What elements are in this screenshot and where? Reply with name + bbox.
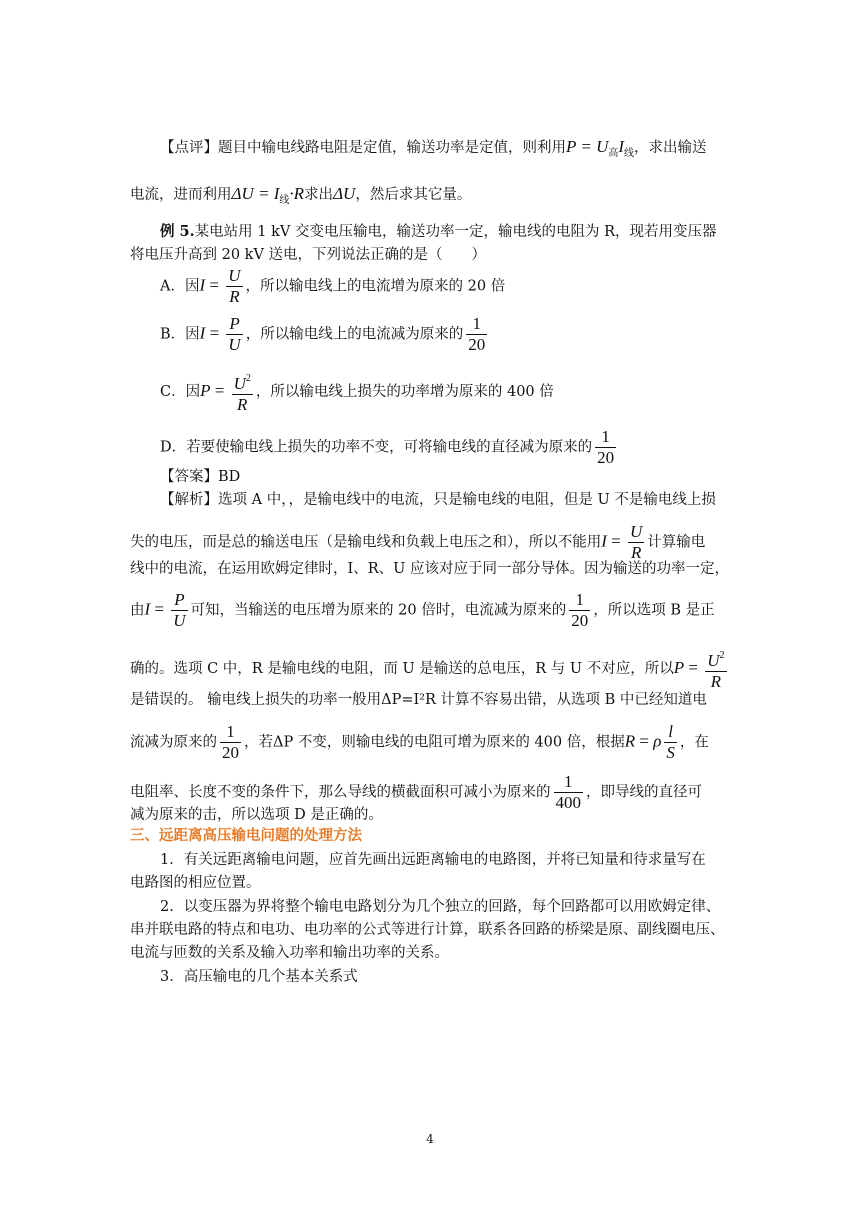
option-a: A．因I = $\frac{U}{R}$ ，所以输电线上的电流增为原来的 20 倍 [160, 266, 506, 306]
review-text: 【点评】题目中输电线路电阻是定值，输送功率是定值，则利用 [160, 140, 566, 156]
fraction-1-over-400: $\frac{1}{400}$ [555, 772, 581, 812]
section-item-1-cont: 电路图的相应位置。 [130, 875, 261, 891]
formula-delta-u-2: ΔU [333, 184, 356, 203]
fraction-p-over-u: $\frac{P}{U}$ [228, 314, 241, 354]
review-line-1: 【点评】题目中输电线路电阻是定值，输送功率是定值，则利用$P = U_高I_线$，求出输送 [160, 137, 707, 159]
fraction-u-over-r: $\frac{U}{R}$ [228, 266, 241, 306]
fraction-1-over-20: $\frac{1}{20}$ [571, 590, 589, 630]
section-item-3: 3．高压输电的几个基本关系式 [160, 969, 358, 985]
formula-delta-u: $\Delta U = I_线\cdot R$ [231, 184, 305, 206]
analysis-line-7: 流减为原来的 $\frac{1}{20}$ ，若ΔP 不变，则输电线的电阻可增为原来的 400 倍，根据R = ρ $\frac{l}{S}$ ，在 [130, 722, 709, 762]
analysis-line-6: 是错误的。 输电线上损失的功率一般用ΔP=I²R 计算不容易出错，从选项 B 中已经知道电 [130, 692, 707, 708]
section-item-2-cont-1: 串并联电路的特点和电功、电功率的公式等进行计算，联系各回路的桥梁是原、副线圈电压、 [130, 922, 725, 938]
analysis-line-8: 电阻率、长度不变的条件下，那么导线的横截面积可减小为原来的 $\frac{1}{400}$ ，即导线的直径可 [130, 772, 702, 812]
fraction-1-over-20: $\frac{1}{20}$ [468, 314, 486, 354]
fraction-1-over-20: $\frac{1}{20}$ [222, 722, 239, 762]
analysis-line-5: 确的。选项 C 中，R 是输电线的电阻，而 U 是输送的总电压，R 与 U 不对应，所以P = $\frac{U^2}{R}$ [130, 646, 730, 692]
section-item-2-cont-2: 电流与匝数的关系及输入功率和输出功率的关系。 [130, 945, 449, 961]
fraction-1-over-20: $\frac{1}{20}$ [597, 427, 615, 467]
fraction-u-over-r: $\frac{U}{R}$ [630, 522, 643, 562]
formula-p-uhigh-iline: $P = U_高I_线$ [566, 137, 635, 159]
answer: 【答案】BD [160, 469, 241, 485]
fraction-u2-over-r: $\frac{U^2}{R}$ [705, 646, 726, 692]
fraction-l-over-s: $\frac{l}{S}$ [666, 722, 675, 762]
page-number: 4 [426, 1132, 434, 1146]
analysis-line-9: 减为原来的击，所以选项 D 是正确的。 [130, 807, 383, 823]
example-label: 例 5. [160, 223, 195, 240]
example-stem-1: 例 5.某电站用 1 kV 交变电压输电，输送功率一定，输电线的电阻为 R，现若用变压器 [160, 223, 717, 240]
example-stem-2: 将电压升高到 20 kV 送电，下列说法正确的是（ ） [130, 247, 487, 263]
review-line-2: 电流，进而利用$\Delta U = I_线\cdot R$求出ΔU，然后求其它量。 [130, 184, 472, 206]
section-item-1: 1．有关远距离输电问题，应首先画出远距离输电的电路图，并将已知量和待求量写在 [160, 852, 706, 868]
analysis-line-2: 失的电压，而是总的输送电压（是输电线和负载上电压之和），所以不能用I = $\frac{U}{R}$ 计算输电 [130, 522, 706, 562]
analysis-line-4: 由I = $\frac{P}{U}$ 可知，当输送的电压增为原来的 20 倍时，电流减为原来的 $\frac{1}{20}$ ，所以选项 B 是正 [130, 590, 715, 630]
option-c: C．因P = $\frac{U^2}{R}$ ，所以输电线上损失的功率增为原来的 400 倍 [160, 369, 554, 415]
analysis-line-3: 线中的电流，在运用欧姆定律时，I、R、U 应该对应于同一部分导体。因为输送的功率一定， [130, 561, 729, 577]
option-b: B．因I = $\frac{P}{U}$ ，所以输电线上的电流减为原来的 $\frac{1}{20}$ [160, 314, 486, 354]
option-d: D．若要使输电线上损失的功率不变，可将输电线的直径减为原来的 $\frac{1}{20}$ [160, 427, 615, 467]
section-item-2: 2．以变压器为界将整个输电电路划分为几个独立的回路，每个回路都可以用欧姆定律、 [160, 899, 721, 915]
section-heading: 三、远距离高压输电问题的处理方法 [130, 827, 362, 844]
fraction-p-over-u: $\frac{P}{U}$ [173, 590, 186, 630]
analysis-line-1: 【解析】选项 A 中，，是输电线中的电流，只是输电线的电阻，但是 U 不是输电线上损 [160, 492, 716, 508]
fraction-u2-over-r: $\frac{U^2}{R}$ [232, 369, 253, 415]
